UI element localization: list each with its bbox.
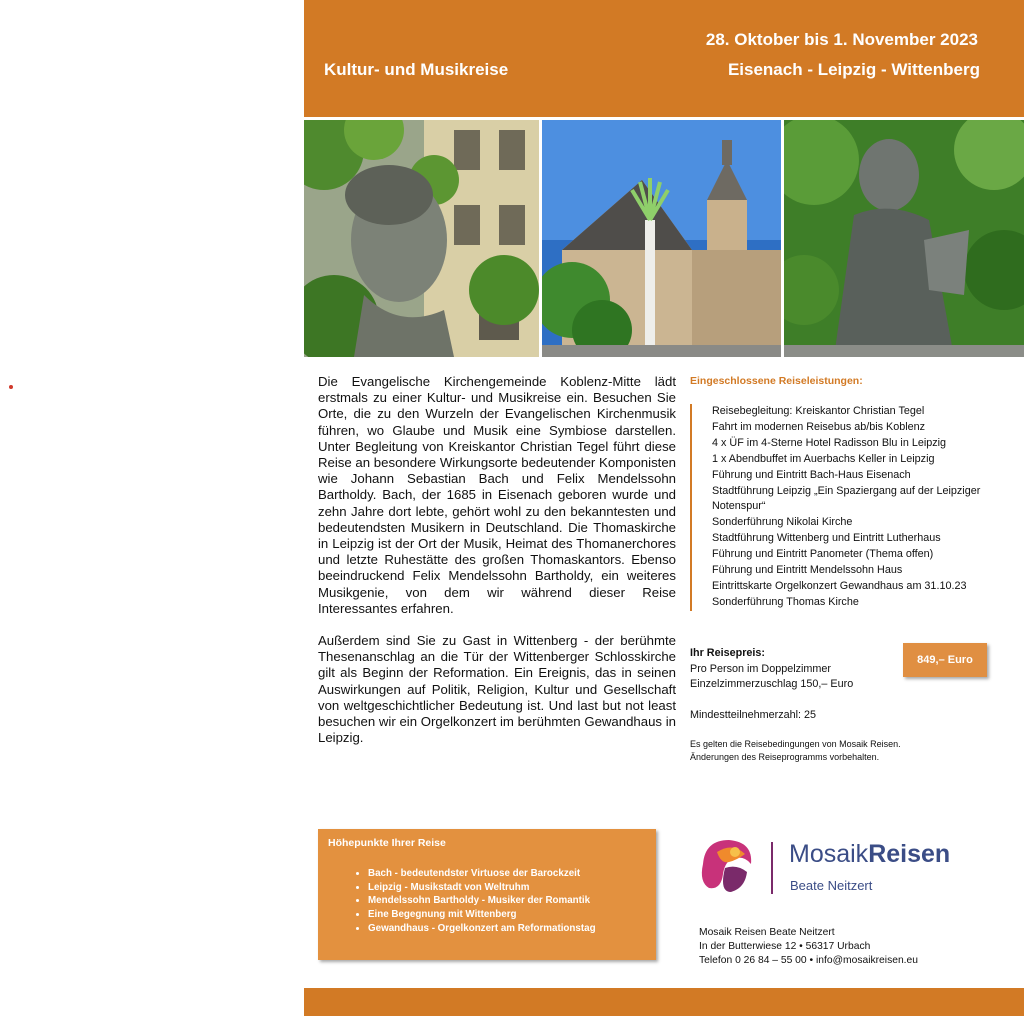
highlights-list (348, 867, 596, 936)
price-double-room: Pro Person im Doppelzimmer (690, 662, 832, 675)
photo-nikolaikirche (542, 120, 781, 357)
min-participants: Mindestteilnehmerzahl: 25 (690, 709, 817, 721)
photo-mendelssohn-statue (304, 120, 539, 357)
service-item: Führung und Eintritt Panometer (Thema offen) (712, 548, 934, 561)
footer-band (304, 988, 1024, 1016)
contact-line-3: Telefon 0 26 84 – 55 00 • info@mosaikreisen.eu (699, 954, 918, 966)
service-item: Eintrittskarte Orgelkonzert Gewandhaus am 31.10.23 (712, 579, 967, 592)
service-item: Stadtführung Leipzig „Ein Spaziergang auf der Leipziger Notenspur“ (712, 484, 981, 513)
included-services (690, 375, 1010, 611)
highlight-item: • Bach - bedeutendster Virtuose der Barockzeit (368, 867, 596, 881)
highlights-box (318, 829, 656, 960)
contact-block (699, 926, 918, 967)
intro-text (318, 374, 676, 762)
service-item: Reisebegleitung: Kreiskantor Christian Tegel (712, 405, 925, 417)
mosaik-logo-icon (695, 834, 759, 898)
brand-name (789, 840, 950, 869)
services-title: Eingeschlossene Reiseleistungen: (690, 375, 863, 387)
service-item: Sonderführung Thomas Kirche (712, 595, 859, 608)
price-badge: 849,– Euro (903, 643, 987, 677)
terms-note (690, 738, 901, 764)
service-item: 4 x ÜF im 4-Sterne Hotel Radisson Blu in Leipzig (712, 436, 947, 449)
service-item: 1 x Abendbuffet im Auerbachs Keller in Leipzig (712, 452, 935, 465)
highlight-item: • Mendelssohn Bartholdy - Musiker der Romantik (368, 894, 596, 908)
highlight-item: • Eine Begegnung mit Wittenberg (368, 908, 596, 922)
intro-paragraph-2: Außerdem sind Sie zu Gast in Wittenberg - der berühmte Thesenanschlag an die Tür der Wittenberger Schlosskirche gilt als Beginn der Reformation. Ein Ereignis, das in seinen Auswirkungen auf Politik, Religion, Kultur und Gesellschaft von weltgeschichtlicher Bedeutung ist. Und last but not least besuchen wir ein Orgelkonzert im berühmten Gewandhaus in Leipzig. (318, 633, 676, 746)
intro-paragraph-1: Die Evangelische Kirchengemeinde Koblenz-Mitte lädt erstmals zu einer Kultur- und Musikreise ein. Besuchen Sie Orte, die zu den Wurzeln der Evangelischen Kirchenmusik führen, wo Glaube und Musik eine Symbiose darstellen. Unter Begleitung von Kreiskantor Christian Tegel führt diese Reise an besondere Wirkungsorte bedeutender Komponisten wie Johann Sebastian Bach und Felix Mendelssohn Bartholdy. Bach, der 1685 in Eisenach geboren wurde und zehn Jahre dort lebte, gehört wohl zu den bekanntesten und bedeutendsten Musikern in Deutschland. Die Thomaskirche in Leipzig ist der Ort der Musik, Heimat des Thomanerchores und letzte Ruhestätte des großen Thomaskantors. Ebenso beeindruckend Felix Mendelssohn Bartholdy, ein weiteres Musikgenie, von dem wir während dieser Reise Interessantes erfahren. (318, 374, 676, 616)
mosaik-reisen-logo (695, 834, 995, 904)
service-item: Sonderführung Nikolai Kirche (712, 516, 853, 529)
brand-name-light: Mosaik (789, 840, 869, 868)
trip-subtitle: Kultur- und Musikreise (324, 60, 509, 79)
brand-name-bold: Reisen (868, 840, 951, 868)
price-label: Ihr Reisepreis: (690, 647, 766, 659)
terms-line-2: Änderungen des Reiseprogramms vorbehalten. (690, 752, 880, 762)
service-item: Führung und Eintritt Bach-Haus Eisenach (712, 468, 911, 481)
photo-bach-statue (784, 120, 1024, 357)
trip-route: Eisenach - Leipzig - Wittenberg (727, 60, 980, 79)
contact-line-1: Mosaik Reisen Beate Neitzert (699, 927, 835, 938)
service-item: Stadtführung Wittenberg und Eintritt Lutherhaus (712, 532, 941, 545)
terms-line-1: Es gelten die Reisebedingungen von Mosaik Reisen. (690, 739, 901, 749)
highlight-item: • Leipzig - Musikstadt von Weltruhm (368, 881, 596, 895)
trip-dates: 28. Oktober bis 1. November 2023 (705, 30, 978, 49)
logo-divider (771, 842, 773, 894)
highlight-item: • Gewandhaus - Orgelkonzert am Reformationstag (368, 922, 596, 936)
contact-line-2: In der Butterwiese 12 • 56317 Urbach (699, 940, 871, 952)
header-banner (304, 0, 1024, 117)
service-item: Führung und Eintritt Mendelssohn Haus (712, 564, 903, 577)
service-item: Fahrt im modernen Reisebus ab/bis Koblenz (712, 420, 926, 433)
brand-owner: Beate Neitzert (790, 878, 873, 893)
highlights-title: Höhepunkte Ihrer Reise (328, 837, 446, 849)
services-list (690, 404, 1010, 611)
price-single-supplement: Einzelzimmerzuschlag 150,– Euro (690, 678, 854, 690)
stray-dot (9, 385, 13, 389)
